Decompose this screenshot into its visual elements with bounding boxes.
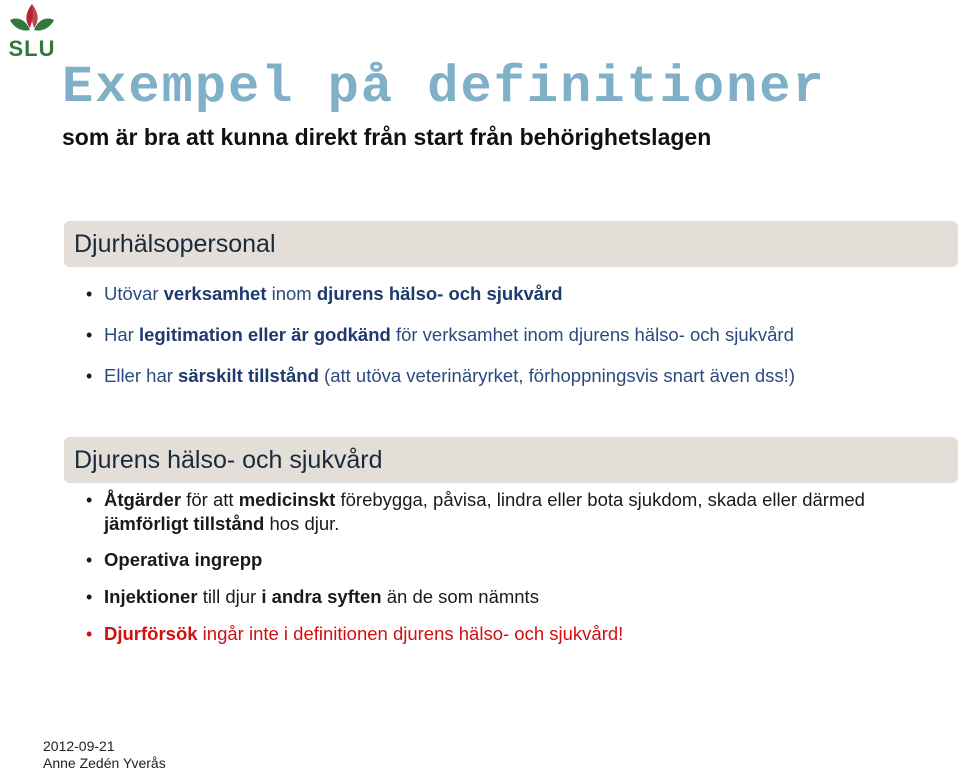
text-segment: Operativa ingrepp xyxy=(104,549,263,570)
text-segment: i andra syften xyxy=(261,586,382,607)
bullet-icon: • xyxy=(86,490,93,510)
text-segment: förebygga, påvisa, lindra eller bota sjukdom, skada eller därmed xyxy=(335,489,865,510)
text-segment: Eller har xyxy=(104,365,179,386)
text-segment: ingår inte i definitionen djurens hälso- och sjukvård! xyxy=(197,623,624,644)
text-segment: särskilt tillstånd xyxy=(178,365,319,386)
section-heading-djurens-halso-och-sjukvard xyxy=(64,437,958,483)
footer xyxy=(43,738,166,772)
text-segment: Utövar xyxy=(104,283,164,304)
bullet-icon: • xyxy=(86,284,93,304)
bullet-icon: • xyxy=(86,624,93,644)
text-segment: medicinskt xyxy=(238,489,336,510)
text-segment: jämförligt tillstånd xyxy=(104,513,265,534)
bullet-list-djurens-halso-och-sjukvard xyxy=(86,488,946,659)
text-segment: legitimation eller är godkänd xyxy=(138,324,391,345)
bullet-icon: • xyxy=(86,366,93,386)
list-item xyxy=(86,282,946,306)
text-segment: verksamhet xyxy=(163,283,267,304)
text-segment: än de som nämnts xyxy=(381,586,539,607)
footer-author: Anne Zedén Yverås xyxy=(43,755,166,771)
section-heading-text: Djurens hälso- och sjukvård xyxy=(74,445,383,474)
list-item xyxy=(86,622,946,646)
page-title: Exempel på definitioner xyxy=(62,58,826,117)
text-segment: Injektioner xyxy=(104,586,198,607)
list-item xyxy=(86,323,946,347)
logo-text: SLU xyxy=(8,36,56,61)
bullet-icon: • xyxy=(86,587,93,607)
text-segment: till djur xyxy=(197,586,262,607)
list-item xyxy=(86,548,946,572)
text-segment: hos djur. xyxy=(264,513,340,534)
section-heading-djurhalsopersonal xyxy=(64,221,958,267)
list-item xyxy=(86,364,946,388)
text-segment: Djurförsök xyxy=(104,623,198,644)
text-segment: inom xyxy=(266,283,317,304)
bullet-list-djurhalsopersonal xyxy=(86,282,946,405)
text-segment: (att utöva veterinäryrket, förhoppningsvis snart även dss!) xyxy=(318,365,795,386)
text-segment: för verksamhet inom djurens hälso- och sjukvård xyxy=(390,324,794,345)
list-item xyxy=(86,585,946,609)
bullet-icon: • xyxy=(86,550,93,570)
text-segment: för att xyxy=(181,489,239,510)
page-subtitle: som är bra att kunna direkt från start från behörighetslagen xyxy=(62,124,712,150)
list-item xyxy=(86,488,946,536)
bullet-icon: • xyxy=(86,325,93,345)
text-segment: djurens hälso- och sjukvård xyxy=(316,283,563,304)
text-segment: Har xyxy=(104,324,139,345)
text-segment: Åtgärder xyxy=(104,489,182,510)
section-heading-text: Djurhälsopersonal xyxy=(74,229,276,258)
footer-date: 2012-09-21 xyxy=(43,738,115,754)
